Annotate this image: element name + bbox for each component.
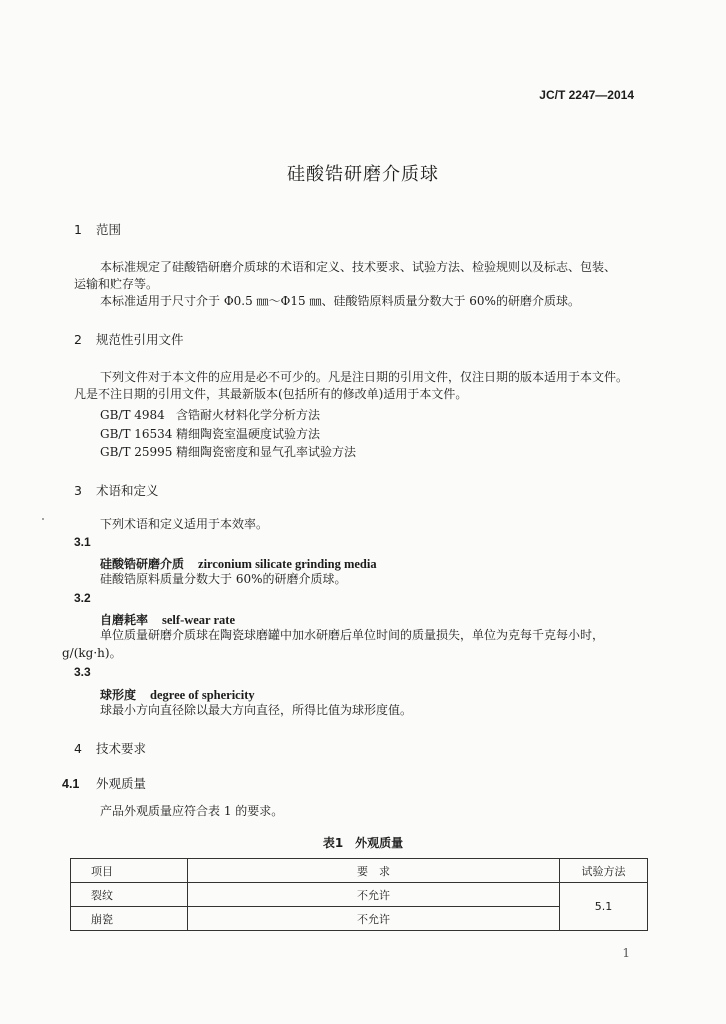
term-number: 3.1	[74, 535, 91, 549]
term-heading	[100, 609, 235, 628]
table-caption: 表1 外观质量	[322, 836, 404, 850]
section-number: 3	[74, 483, 82, 498]
term-chinese: 自磨耗率	[100, 613, 149, 627]
section-number: 2	[74, 332, 82, 347]
section-title: 规范性引用文件	[96, 332, 184, 347]
references-paragraph-line1: 下列文件对于本文件的应用是必不可少的。凡是注日期的引用文件，仅注日期的版本适用于本文件。	[100, 370, 629, 384]
scope-applicability: 本标准适用于尺寸介于 Φ0.5 ㎜～Φ15 ㎜、硅酸锆原料质量分数大于 60%的研磨介质球。	[100, 294, 580, 308]
term-definition-line2: g/(kg·h)。	[62, 646, 122, 660]
term-definition-line1: 单位质量研磨介质球在陶瓷球磨罐中加水研磨后单位时间的质量损失，单位为克每千克每小时，	[100, 628, 605, 642]
subsection-number: 4.1	[62, 777, 80, 791]
reference-item	[100, 406, 320, 423]
section-number: 1	[74, 222, 82, 237]
page-number: 1	[622, 946, 630, 960]
appearance-paragraph: 产品外观质量应符合表 1 的要求。	[100, 804, 284, 818]
section-2-heading	[74, 330, 184, 348]
term-definition: 球最小方向直径除以最大方向直径，所得比值为球形度值。	[100, 703, 413, 717]
term-definition: 硅酸锆原料质量分数大于 60%的研磨介质球。	[100, 572, 347, 586]
section-title: 范围	[96, 222, 122, 237]
reference-code: GB/T 16534	[100, 427, 173, 441]
section-title: 技术要求	[96, 741, 147, 756]
table-cell-test-method: 5.1	[560, 883, 648, 931]
standard-code: JC/T 2247—2014	[539, 88, 634, 102]
subsection-title: 外观质量	[96, 776, 147, 791]
section-1-heading	[74, 220, 121, 238]
term-english: zirconium silicate grinding media	[198, 557, 377, 571]
references-paragraph-line2: 凡是不注日期的引用文件，其最新版本(包括所有的修改单)适用于本文件。	[74, 387, 468, 401]
document-title: 硅酸锆研磨介质球	[287, 164, 439, 185]
reference-title: 精细陶瓷密度和显气孔率试验方法	[176, 445, 357, 459]
subsection-4-1-heading	[62, 774, 146, 792]
reference-code: GB/T 25995	[100, 445, 173, 459]
term-heading	[100, 553, 377, 572]
section-4-heading	[74, 739, 146, 757]
reference-title: 精细陶瓷室温硬度试验方法	[176, 427, 321, 441]
table-cell-requirement: 不允许	[188, 907, 560, 931]
reference-item	[100, 425, 320, 442]
scan-speck	[42, 518, 44, 520]
term-number: 3.3	[74, 665, 91, 679]
table-row	[71, 883, 648, 907]
term-english: degree of sphericity	[150, 688, 255, 702]
table-header-row	[71, 859, 648, 883]
terms-intro: 下列术语和定义适用于本效率。	[100, 517, 269, 531]
header-cell-requirement: 要 求	[188, 859, 560, 883]
term-chinese: 球形度	[100, 688, 137, 702]
reference-title: 含锆耐火材料化学分析方法	[176, 408, 321, 422]
table-cell-item: 裂纹	[71, 883, 188, 907]
header-cell-test-method: 试验方法	[560, 859, 648, 883]
table-cell-requirement: 不允许	[188, 883, 560, 907]
reference-code: GB/T 4984	[100, 408, 165, 422]
term-chinese: 硅酸锆研磨介质	[100, 557, 185, 571]
scope-paragraph-line2: 运输和贮存等。	[74, 277, 159, 291]
header-cell-item: 项目	[71, 859, 188, 883]
appearance-quality-table	[70, 858, 648, 931]
reference-item	[100, 443, 356, 460]
term-number: 3.2	[74, 591, 91, 605]
term-heading	[100, 684, 255, 703]
scope-paragraph-line1: 本标准规定了硅酸锆研磨介质球的术语和定义、技术要求、试验方法、检验规则以及标志、包装、	[100, 260, 617, 274]
section-3-heading	[74, 481, 159, 499]
table-cell-item: 崩瓷	[71, 907, 188, 931]
section-title: 术语和定义	[96, 483, 159, 498]
section-number: 4	[74, 741, 82, 756]
term-english: self-wear rate	[162, 613, 236, 627]
